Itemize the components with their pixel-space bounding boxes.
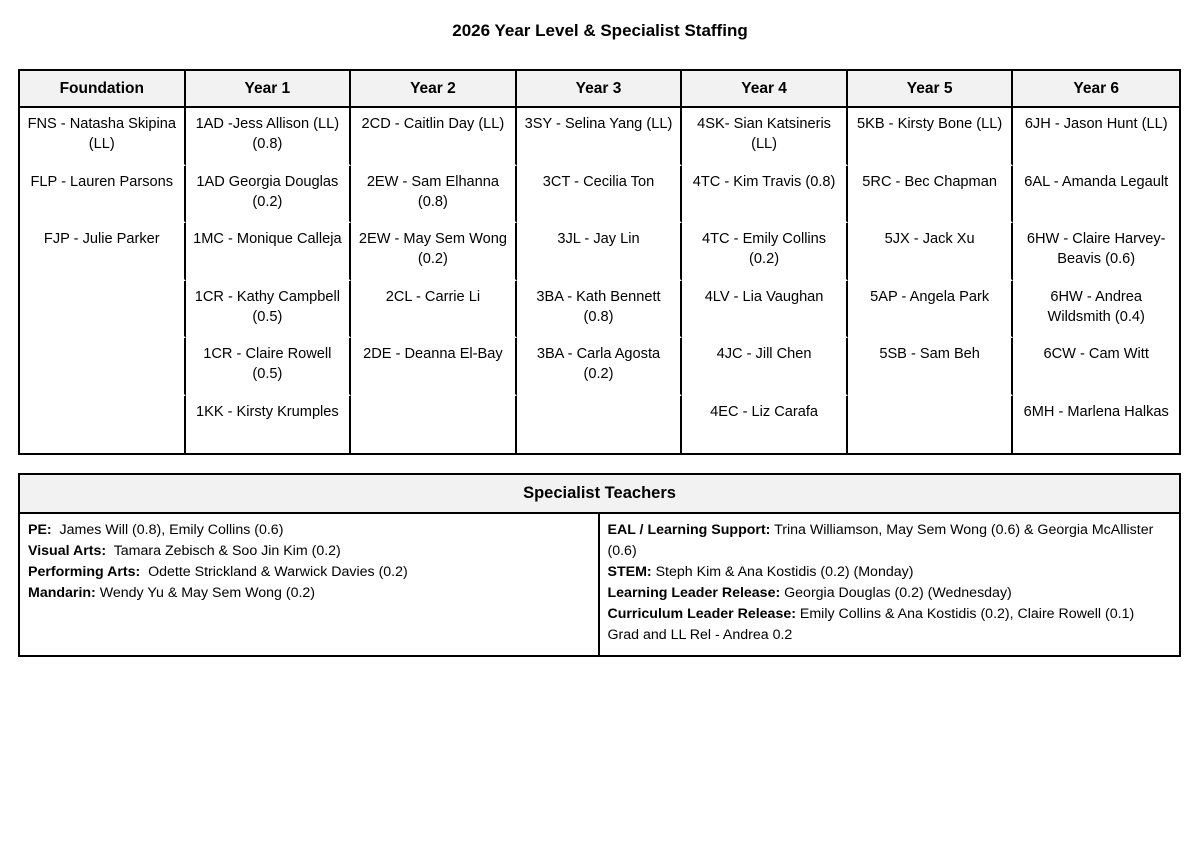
staff-cell: 4TC - Kim Travis (0.8)	[682, 166, 848, 224]
staff-cell: 3CT - Cecilia Ton	[517, 166, 683, 224]
table-row	[20, 396, 1179, 454]
specialist-value: Wendy Yu & May Sem Wong (0.2)	[95, 585, 316, 601]
column-header-foundation: Foundation	[20, 71, 186, 106]
table-row	[20, 223, 1179, 281]
staff-cell	[848, 396, 1014, 454]
staff-cell: 6HW - Claire Harvey-Beavis (0.6)	[1013, 223, 1179, 281]
staffing-table-header-row	[20, 71, 1179, 108]
staff-cell: FNS - Natasha Skipina (LL)	[20, 108, 186, 166]
column-header-year-2: Year 2	[351, 71, 517, 106]
staff-cell: 5RC - Bec Chapman	[848, 166, 1014, 224]
page-title: 2026 Year Level & Specialist Staffing	[452, 21, 748, 40]
specialist-label: Learning Leader Release:	[607, 585, 781, 601]
column-header-year-5: Year 5	[848, 71, 1014, 106]
staff-cell: 2CL - Carrie Li	[351, 281, 517, 339]
specialist-line-grad-ll-rel	[608, 625, 1172, 646]
specialist-line-curriculum-leader-release	[608, 604, 1172, 625]
specialist-value: Trina Williamson, May Sem Wong (0.6) & Georgia McAllister (0.6)	[607, 522, 1158, 559]
staff-cell: 1AD -Jess Allison (LL) (0.8)	[186, 108, 352, 166]
staff-cell: 1KK - Kirsty Krumples	[186, 396, 352, 454]
specialist-line-stem	[608, 562, 1172, 583]
specialist-label: Mandarin:	[28, 585, 96, 601]
staff-cell: 1CR - Kathy Campbell (0.5)	[186, 281, 352, 339]
specialist-line-visual-arts	[28, 541, 590, 562]
table-row	[20, 281, 1179, 339]
staff-cell: 2EW - May Sem Wong (0.2)	[351, 223, 517, 281]
table-row	[20, 108, 1179, 166]
staff-cell: 3BA - Carla Agosta (0.2)	[517, 338, 683, 396]
specialist-value: Grad and LL Rel - Andrea 0.2	[607, 627, 793, 643]
specialist-teachers-header	[20, 475, 1179, 514]
specialist-label: Visual Arts:	[28, 543, 107, 559]
staff-cell: 1MC - Monique Calleja	[186, 223, 352, 281]
staff-cell	[20, 396, 186, 454]
staff-cell: 6MH - Marlena Halkas	[1023, 403, 1169, 420]
specialist-label: PE:	[28, 522, 52, 538]
specialist-line-learning-leader-release	[608, 583, 1172, 604]
staff-cell: 4JC - Jill Chen	[682, 338, 848, 396]
column-header-year-3: Year 3	[517, 71, 683, 106]
specialist-teachers-body	[20, 514, 1179, 655]
staff-cell: 5SB - Sam Beh	[848, 338, 1014, 396]
staff-cell: 2CD - Caitlin Day (LL)	[351, 108, 517, 166]
staff-cell: 5AP - Angela Park	[848, 281, 1014, 339]
staff-cell	[351, 396, 517, 454]
specialist-label: EAL / Learning Support:	[607, 522, 771, 538]
staff-cell: FJP - Julie Parker	[20, 223, 186, 281]
staff-cell: 6CW - Cam Witt	[1013, 338, 1179, 396]
staffing-table	[18, 69, 1181, 455]
staff-cell: FLP - Lauren Parsons	[20, 166, 186, 224]
specialist-value: James Will (0.8), Emily Collins (0.6)	[51, 522, 284, 538]
specialist-value: Emily Collins & Ana Kostidis (0.2), Claire Rowell (0.1)	[795, 606, 1135, 622]
specialist-teachers-title: Specialist Teachers	[523, 484, 676, 502]
specialist-label: Curriculum Leader Release:	[607, 606, 796, 622]
staff-cell: 6JH - Jason Hunt (LL)	[1013, 108, 1179, 166]
staff-cell: 5KB - Kirsty Bone (LL)	[848, 108, 1014, 166]
staff-cell	[20, 338, 186, 396]
staff-cell: 6AL - Amanda Legault	[1013, 166, 1179, 224]
staff-cell: 2EW - Sam Elhanna (0.8)	[351, 166, 517, 224]
specialist-value: Steph Kim & Ana Kostidis (0.2) (Monday)	[651, 564, 914, 580]
staff-cell: 1CR - Claire Rowell (0.5)	[186, 338, 352, 396]
staff-cell: 5JX - Jack Xu	[848, 223, 1014, 281]
staff-cell: 4LV - Lia Vaughan	[682, 281, 848, 339]
table-row	[20, 338, 1179, 396]
specialist-line-pe	[28, 520, 590, 541]
specialist-right-cell	[600, 514, 1180, 655]
specialist-value: Odette Strickland & Warwick Davies (0.2)	[140, 564, 408, 580]
specialist-line-mandarin	[28, 583, 590, 604]
specialist-teachers-table	[18, 473, 1181, 657]
staff-cell: 1AD Georgia Douglas (0.2)	[186, 166, 352, 224]
staff-cell: 2DE - Deanna El-Bay	[351, 338, 517, 396]
column-header-year-6: Year 6	[1073, 79, 1120, 97]
specialist-line-eal	[608, 520, 1172, 562]
specialist-label: STEM:	[607, 564, 652, 580]
specialist-line-performing-arts	[28, 562, 590, 583]
column-header-year-4: Year 4	[682, 71, 848, 106]
specialist-value: Tamara Zebisch & Soo Jin Kim (0.2)	[106, 543, 341, 559]
table-row	[20, 166, 1179, 224]
column-header-year-1: Year 1	[186, 71, 352, 106]
specialist-left-cell	[20, 514, 600, 655]
staff-cell: 4TC - Emily Collins (0.2)	[682, 223, 848, 281]
staff-cell: 4SK- Sian Katsineris (LL)	[682, 108, 848, 166]
staff-cell: 3BA - Kath Bennett (0.8)	[517, 281, 683, 339]
staff-cell: 4EC - Liz Carafa	[682, 396, 848, 454]
staff-cell: 3JL - Jay Lin	[517, 223, 683, 281]
staff-cell: 6HW - Andrea Wildsmith (0.4)	[1013, 281, 1179, 339]
specialist-value: Georgia Douglas (0.2) (Wednesday)	[780, 585, 1012, 601]
content-area	[18, 69, 1181, 657]
staff-cell: 3SY - Selina Yang (LL)	[517, 108, 683, 166]
specialist-label: Performing Arts:	[28, 564, 141, 580]
staff-cell	[517, 396, 683, 454]
staff-cell	[20, 281, 186, 339]
